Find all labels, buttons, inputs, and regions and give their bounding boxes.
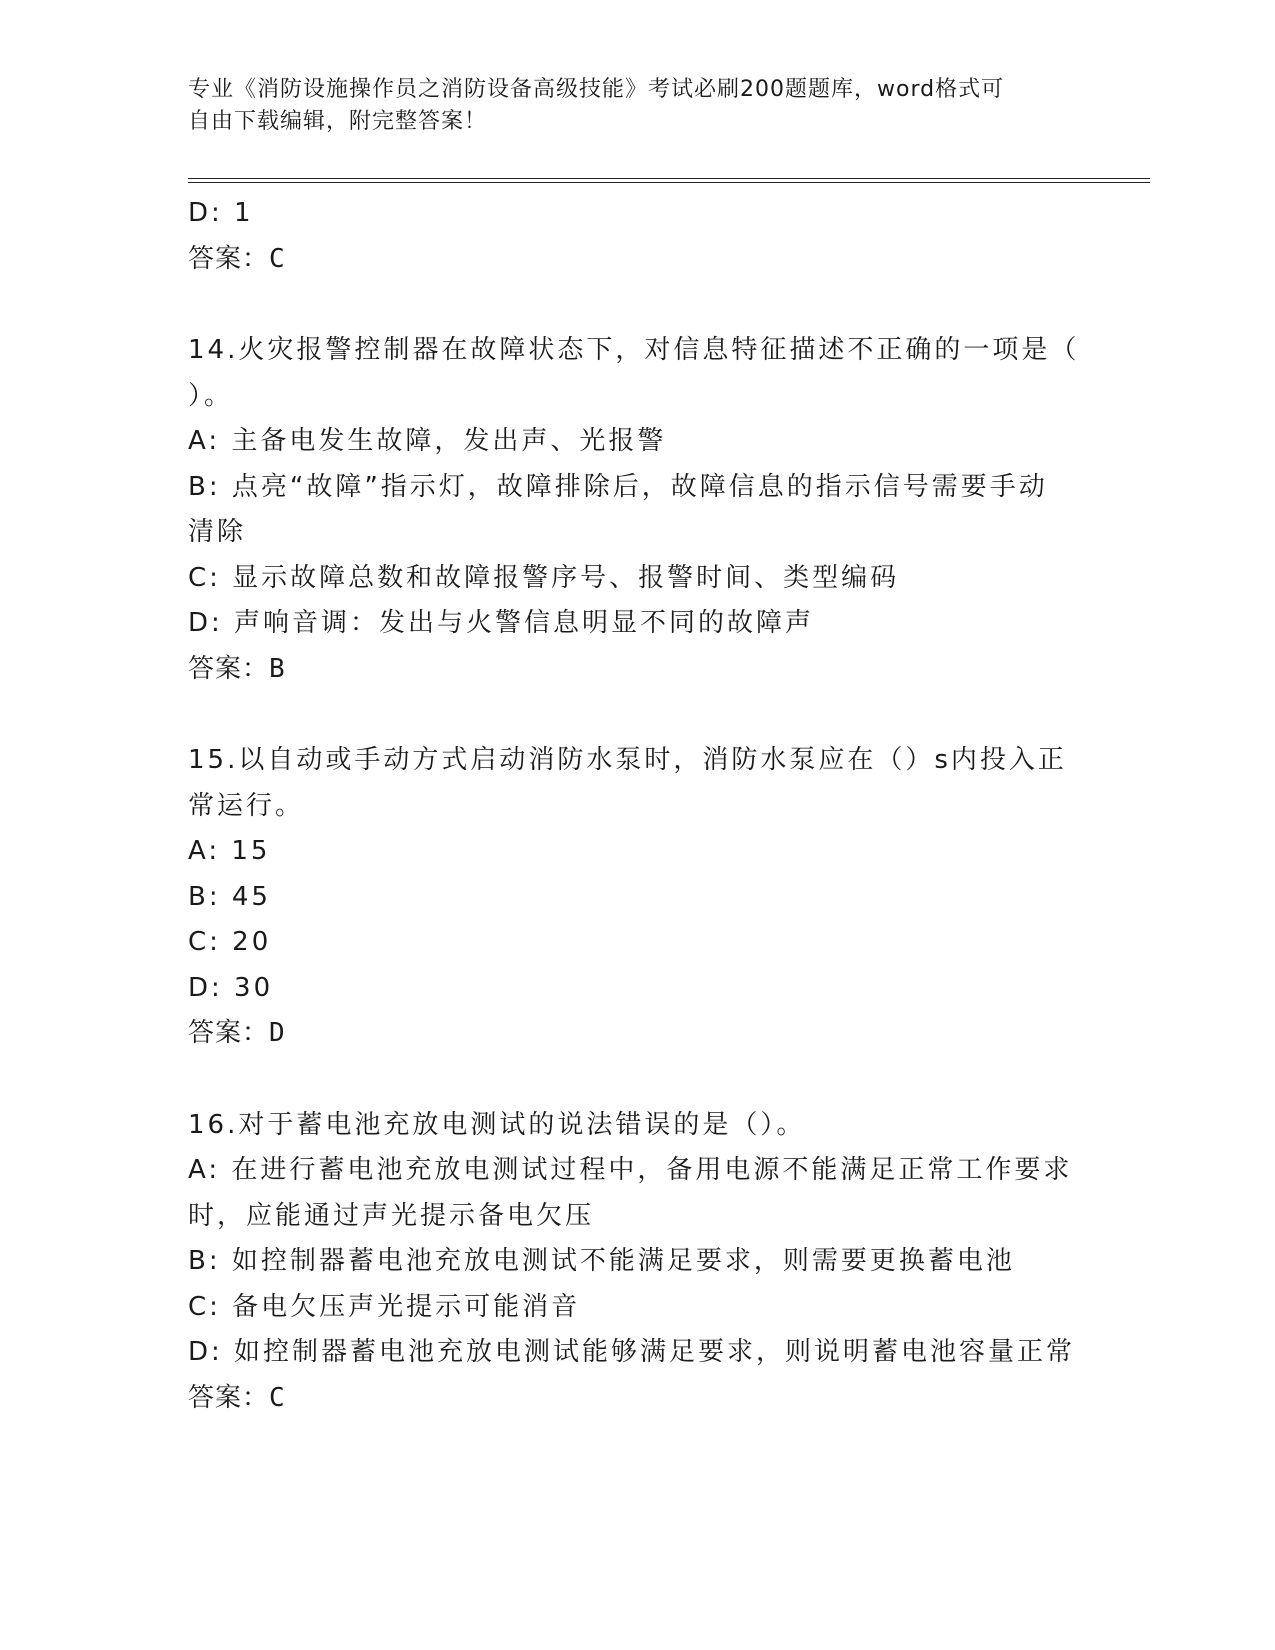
answer-value: C (269, 243, 285, 274)
document-header (188, 74, 1068, 138)
answer-value: B (269, 653, 285, 684)
option-b-cont: 清除 (188, 517, 247, 547)
question-16 (188, 1103, 1088, 1422)
answer-label: 答案： (188, 243, 270, 274)
header-divider-bottom (188, 182, 1150, 183)
option-d: D: 声响音调：发出与火警信息明显不同的故障声 (188, 608, 815, 638)
option-c: C: 显示故障总数和故障报警序号、报警时间、类型编码 (188, 562, 900, 593)
header-line-1: 专业《消防设施操作员之消防设备高级技能》考试必刷200题题库，word格式可 (188, 77, 1005, 102)
option-a: A: 在进行蓄电池充放电测试过程中，备用电源不能满足正常工作要求 (188, 1155, 1073, 1185)
question-stem-cont: ）。 (188, 380, 234, 411)
question-14 (188, 328, 1088, 692)
answer-label: 答案： (188, 653, 270, 684)
spacer (188, 1057, 1088, 1103)
option-a: A: 主备电发生故障，发出声、光报警 (188, 426, 667, 456)
header-divider-top (188, 178, 1150, 179)
option-b: B: 45 (188, 881, 271, 912)
prev-answer (188, 237, 1088, 283)
question-stem: 15.以自动或手动方式启动消防水泵时，消防水泵应在（）s内投入正 (188, 745, 1067, 775)
option-a: A: 15 (188, 836, 271, 866)
document-body (188, 191, 1088, 1421)
spacer (188, 692, 1088, 738)
option-c: C: 20 (188, 927, 272, 957)
option-a-cont: 时，应能通过声光提示备电欠压 (188, 1200, 595, 1231)
option-d: D: 如控制器蓄电池充放电测试能够满足要求，则说明蓄电池容量正常 (188, 1337, 1076, 1367)
answer-value: C (269, 1382, 285, 1413)
answer (188, 1011, 1088, 1057)
question-stem: 14.火灾报警控制器在故障状态下，对信息特征描述不正确的一项是（ (188, 335, 1080, 365)
answer-label: 答案： (188, 1018, 270, 1048)
answer-label: 答案： (188, 1382, 270, 1413)
answer (188, 1376, 1088, 1422)
question-stem-cont: 常运行。 (188, 790, 305, 821)
option-b: B: 点亮“故障”指示灯，故障排除后，故障信息的指示信号需要手动 (188, 471, 1048, 502)
answer (188, 647, 1088, 693)
answer-value: D (269, 1018, 285, 1048)
option-d: D: 30 (188, 972, 274, 1003)
prev-option-d: D: 1 (188, 198, 254, 228)
option-c: C: 备电欠压声光提示可能消音 (188, 1291, 581, 1322)
spacer (188, 282, 1088, 328)
option-b: B: 如控制器蓄电池充放电测试不能满足要求，则需要更换蓄电池 (188, 1246, 1015, 1276)
header-line-2: 自由下载编辑，附完整答案！ (188, 109, 488, 134)
question-15 (188, 738, 1088, 1057)
question-stem: 16.对于蓄电池充放电测试的说法错误的是（）。 (188, 1109, 806, 1140)
